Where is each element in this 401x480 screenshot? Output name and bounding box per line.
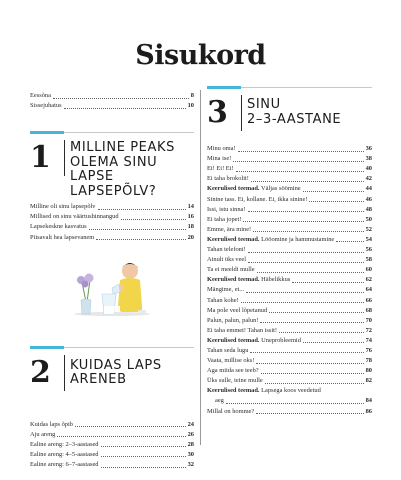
leader-dots [261,373,364,374]
chapter-accent-bar [30,346,64,349]
toc-entry[interactable] [207,205,372,215]
toc-entry-page: 24 [187,420,194,428]
toc-entry-page: 66 [365,296,372,304]
leader-dots [292,282,363,283]
leader-dots [248,211,364,212]
toc-entry-title: Milline oli sinu lapsepõlv [30,203,96,211]
leader-dots [101,446,186,447]
toc-entry-title: Minu oma! [207,145,236,153]
toc-entry[interactable] [207,326,372,336]
toc-entry-title: Keerulised teemad. Lapsega koos veedetud [207,387,321,395]
toc-entry[interactable] [207,245,372,255]
toc-entry-title: Tahan telefoni! [207,246,246,254]
glass-jug [102,294,116,314]
toc-entry[interactable] [30,430,194,440]
chapter-number: 1 [30,140,65,176]
chapter-rule [64,347,194,348]
toc-entry-title: aeg [215,397,224,405]
toc-entry-title: Millised on sinu väärtushinnangud [30,213,119,221]
toc-entry-title: Emme, ära mine! [207,225,252,233]
toc-entry-page: 78 [365,357,372,365]
leader-dots [98,209,186,210]
chapter-title: MILLINE PEAKS OLEMA SINU LAPSE LAPSEPÕLV? [70,140,175,199]
toc-entry-page: 36 [365,145,372,153]
toc-entry-title: Sinine tass. Ei, kollane. Ei, ikka sinine! [207,195,308,203]
toc-entry[interactable] [207,265,372,275]
toc-entry-page: 52 [365,225,372,233]
child-pouring-milk-illustration [72,254,152,316]
leader-dots [226,403,364,404]
toc-entry-title: Ealine areng: 6–7-aastased [30,461,99,469]
toc-entry-title: Tahan seda lugu [207,346,249,354]
leader-dots [236,171,364,172]
leader-dots [241,302,364,303]
toc-entry-page: 60 [365,266,372,274]
chapter-2-list [30,420,194,470]
toc-entry[interactable] [207,275,372,285]
right-column [207,86,372,417]
toc-entry-page: 54 [365,235,372,243]
toc-entry-title: Aju areng [30,430,56,438]
toc-entry-page: 8 [190,92,194,100]
toc-entry-title: Ei taha brokolit! [207,175,249,183]
leader-dots [260,322,363,323]
toc-entry-page: 64 [365,286,372,294]
leader-dots [303,191,364,192]
toc-entry[interactable] [207,356,372,366]
toc-entry[interactable] [207,184,372,194]
toc-entry[interactable] [207,194,372,204]
toc-entry-page: 40 [365,165,372,173]
toc-entry[interactable] [30,440,194,450]
toc-entry[interactable] [207,285,372,295]
toc-entry[interactable] [30,202,194,212]
leader-dots [269,312,363,313]
toc-entry-page: 42 [365,175,372,183]
chapter-2-heading [30,346,194,390]
toc-entry-title: Mängime, et... [207,286,245,294]
leader-dots [303,342,364,343]
toc-entry[interactable] [30,91,194,101]
leader-dots [121,219,186,220]
toc-entry-page: 68 [365,306,372,314]
toc-entry-page: 44 [365,185,372,193]
toc-entry-page: 48 [365,205,372,213]
leader-dots [101,456,186,457]
toc-entry[interactable] [30,232,194,242]
toc-entry-title: Ma pole veel lõpetanud [207,306,268,314]
toc-entry-page: 38 [365,155,372,163]
toc-entry-page: 74 [365,336,372,344]
chapter-title: KUIDAS LAPS ARENEB [70,357,162,388]
toc-entry[interactable] [207,164,372,174]
toc-entry-title: Ealine areng: 4–5-aastased [30,450,99,458]
toc-entry-page: 56 [365,246,372,254]
toc-entry-page: 26 [187,430,194,438]
toc-entry-title: Piisavalt hea lapsevanem [30,233,95,241]
toc-entry-page: 30 [187,450,194,458]
toc-entry[interactable] [207,225,372,235]
toc-entry-page: 80 [365,367,372,375]
leader-dots [248,252,364,253]
toc-entry[interactable] [207,336,372,346]
toc-entry-title: Kuidas laps õpib [30,420,73,428]
toc-entry[interactable] [207,406,372,416]
leader-dots [233,161,363,162]
toc-entry-title: Ealine areng: 2–3-aastased [30,440,99,448]
toc-entry-title: Tahan kohe! [207,296,239,304]
toc-entry[interactable] [207,366,372,376]
toc-entry-page: 18 [187,223,194,231]
leader-dots [309,201,363,202]
toc-entry-title: Sissejuhatus [30,102,62,110]
toc-entry-title: Ei taha emmet! Tahan issit! [207,326,278,334]
toc-entry[interactable] [207,376,372,386]
leader-dots [53,98,189,99]
leader-dots [246,292,364,293]
toc-entry-title: Keerulised teemad. Häbelikkus [207,276,291,284]
toc-entry[interactable] [207,316,372,326]
toc-entry-page: 86 [365,407,372,415]
toc-entry-title: Aga miida see teeb? [207,367,259,375]
toc-entry[interactable] [207,346,372,356]
toc-entry-page: 50 [365,215,372,223]
toc-entry-title: Keerulised teemad. Väljas söömine [207,185,301,193]
page-title: Sisukord [135,40,266,71]
toc-entry-title: Vaata, millise oks! [207,357,255,365]
toc-entry-page: 72 [365,326,372,334]
toc-entry-page: 58 [365,256,372,264]
chapter-accent-bar [30,131,64,134]
leader-dots [248,262,364,263]
toc-entry[interactable] [30,212,194,222]
chapter-number: 3 [207,95,242,131]
toc-entry[interactable] [207,154,372,164]
leader-dots [251,181,364,182]
toc-entry-page: 28 [187,440,194,448]
child [112,263,146,314]
toc-entry[interactable] [30,460,194,470]
toc-entry-page: 46 [365,195,372,203]
leader-dots [101,467,186,468]
toc-entry-title: Millal on homme? [207,407,255,415]
leader-dots [256,413,363,414]
toc-entry[interactable] [207,144,372,154]
leader-dots [238,151,364,152]
toc-entry-continued[interactable] [207,396,372,406]
toc-entry[interactable] [30,420,194,430]
leader-dots [57,436,185,437]
leader-dots [265,383,364,384]
toc-entry-title: Ta ei meeldi mulle [207,266,255,274]
toc-entry-title: Mina ise! [207,155,232,163]
toc-entry-page: 10 [187,102,194,110]
toc-entry-page: 32 [187,461,194,469]
chapter-1-heading [30,131,194,199]
toc-entry[interactable] [207,295,372,305]
chapter-3-heading [207,86,372,132]
toc-entry-title: Eessõna [30,92,51,100]
leader-dots [336,241,363,242]
toc-entry[interactable] [207,215,372,225]
toc-entry[interactable] [30,450,194,460]
toc-entry[interactable] [207,386,372,396]
intro-list [30,91,194,111]
chapter-rule [64,132,194,133]
toc-entry-title: Ei! Ei! Ei! [207,165,234,173]
toc-entry[interactable] [30,101,194,111]
toc-entry-title: Keerulised teemad. Lööomine ja hammustamine [207,235,335,243]
toc-entry-page: 82 [365,377,372,385]
toc-entry[interactable] [30,222,194,232]
toc-entry-page: 76 [365,346,372,354]
leader-dots [243,221,363,222]
toc-entry[interactable] [207,174,372,184]
toc-entry-page: 70 [365,316,372,324]
leader-dots [257,272,364,273]
leader-dots [96,239,185,240]
toc-entry-page: 16 [187,213,194,221]
chapter-number: 2 [30,355,65,391]
toc-entry[interactable] [207,255,372,265]
chapter-3-list [207,144,372,417]
toc-entry-title: Issi, istu sinna! [207,205,246,213]
flowers [77,274,94,315]
toc-entry-title: Lapsekeskne kasvatus [30,223,87,231]
toc-entry-title: Ei taha jopet! [207,215,242,223]
chapter-rule [241,87,372,88]
leader-dots [89,229,186,230]
toc-entry-title: Palun, palun, palun! [207,316,259,324]
toc-entry-page: 84 [365,397,372,405]
toc-entry-title: Ainult üks veel [207,256,247,264]
toc-entry[interactable] [207,235,372,245]
leader-dots [250,352,363,353]
toc-entry-title: Üks sulle, teine mulle [207,377,263,385]
leader-dots [256,363,363,364]
chapter-accent-bar [207,86,241,89]
leader-dots [64,108,186,109]
toc-entry-page: 14 [187,203,194,211]
toc-entry-page: 62 [365,276,372,284]
toc-entry-page: 20 [187,233,194,241]
toc-entry-title: Keerulised teemad. Uneprobleemid [207,336,301,344]
column-divider [200,90,201,445]
leader-dots [279,332,364,333]
leader-dots [75,426,186,427]
toc-entry[interactable] [207,306,372,316]
chapter-1-list [30,202,194,242]
leader-dots [253,231,363,232]
chapter-title: SINU 2–3-AASTANE [247,97,342,127]
